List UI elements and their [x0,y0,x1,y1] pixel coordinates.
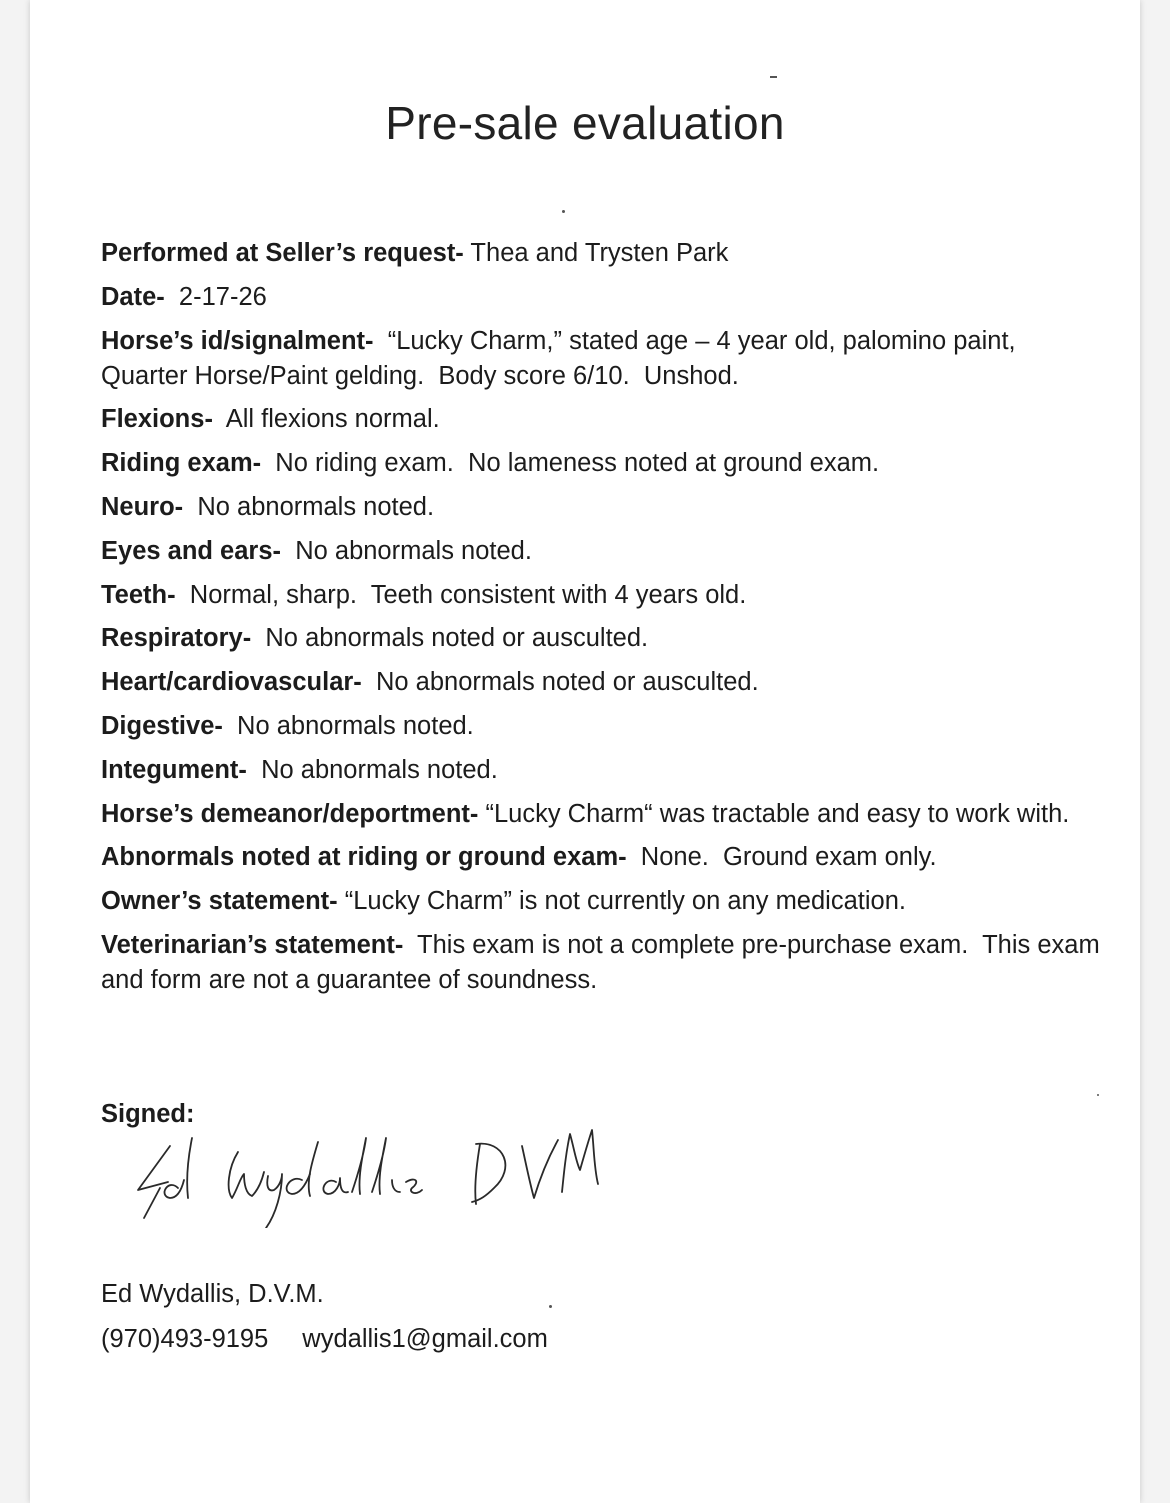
evaluation-field [101,490,1101,525]
field-value: “Lucky Charm” is not currently on any medication. [337,887,906,916]
evaluation-field [101,236,1101,271]
field-label: Integument- [101,755,247,784]
scan-speck [770,76,777,78]
field-label: Riding exam- [101,449,262,478]
field-value: “Lucky Charm,” stated age – 4 year old, palomino paint, Quarter Horse/Paint gelding. Body score 6/10. Unshod. [101,326,1023,390]
field-label: Horse’s demeanor/deportment- [101,799,479,828]
field-label: Respiratory- [101,624,252,653]
scan-speck [1097,1094,1099,1096]
field-value: All flexions normal. [212,405,440,434]
field-label: Flexions- [101,405,213,434]
evaluation-field [101,402,1101,437]
evaluation-field [101,797,1101,832]
field-value: No riding exam. No lameness noted at ground exam. [261,449,880,478]
evaluation-field [101,928,1107,998]
field-label: Performed at Seller’s request- [101,239,464,267]
field-label: Teeth- [101,580,176,609]
phone-number: (970)493-9195 [101,1325,269,1353]
evaluation-field [101,665,1101,700]
field-label: Horse’s id/signalment- [101,326,374,355]
scan-speck [549,1305,552,1308]
field-value: “Lucky Charm“ was tractable and easy to work with. [478,799,1070,828]
field-value: No abnormals noted. [246,755,498,784]
document-title: Pre-sale evaluation [385,97,785,149]
veterinarian-name: Ed Wydallis, D.V.M. [101,1280,324,1308]
field-value: No abnormals noted. [222,711,474,740]
field-label: Digestive- [101,711,223,740]
field-value: Normal, sharp. Teeth consistent with 4 years old. [175,580,747,609]
field-label: Date- [101,282,165,311]
field-value: 2-17-26 [164,282,267,311]
signature-image [130,1118,610,1228]
field-label: Abnormals noted at riding or ground exam- [101,843,627,872]
field-label: Neuro- [101,492,184,521]
field-value: None. Ground exam only. [626,843,937,872]
field-value: No abnormals noted. [183,492,435,521]
evaluation-field [101,753,1101,788]
field-value: No abnormals noted. [281,536,532,565]
evaluation-field [101,840,1101,875]
evaluation-fields [101,236,1107,1007]
evaluation-field [101,446,1101,481]
contact-line [101,1325,548,1354]
field-value: Thea and Trysten Park [463,239,729,267]
signed-label: Signed: [101,1100,195,1128]
evaluation-field [101,709,1101,744]
evaluation-field [101,884,1101,919]
field-label: Heart/cardiovascular- [101,668,362,697]
evaluation-field [101,280,1101,315]
email-address: wydallis1@gmail.com [302,1325,548,1353]
scan-speck [562,210,565,213]
field-label: Eyes and ears- [101,536,282,565]
field-value: No abnormals noted or ausculted. [361,668,759,697]
field-label: Owner’s statement- [101,887,338,916]
evaluation-field [101,534,1101,569]
field-label: Veterinarian’s statement- [101,930,404,959]
evaluation-field [101,324,1101,394]
evaluation-field [101,621,1101,656]
field-value: No abnormals noted or ausculted. [251,624,649,653]
evaluation-field [101,578,1101,613]
field-value: This exam is not a complete pre-purchase exam. This exam and form are not a guarantee of soundness. [101,930,1107,994]
